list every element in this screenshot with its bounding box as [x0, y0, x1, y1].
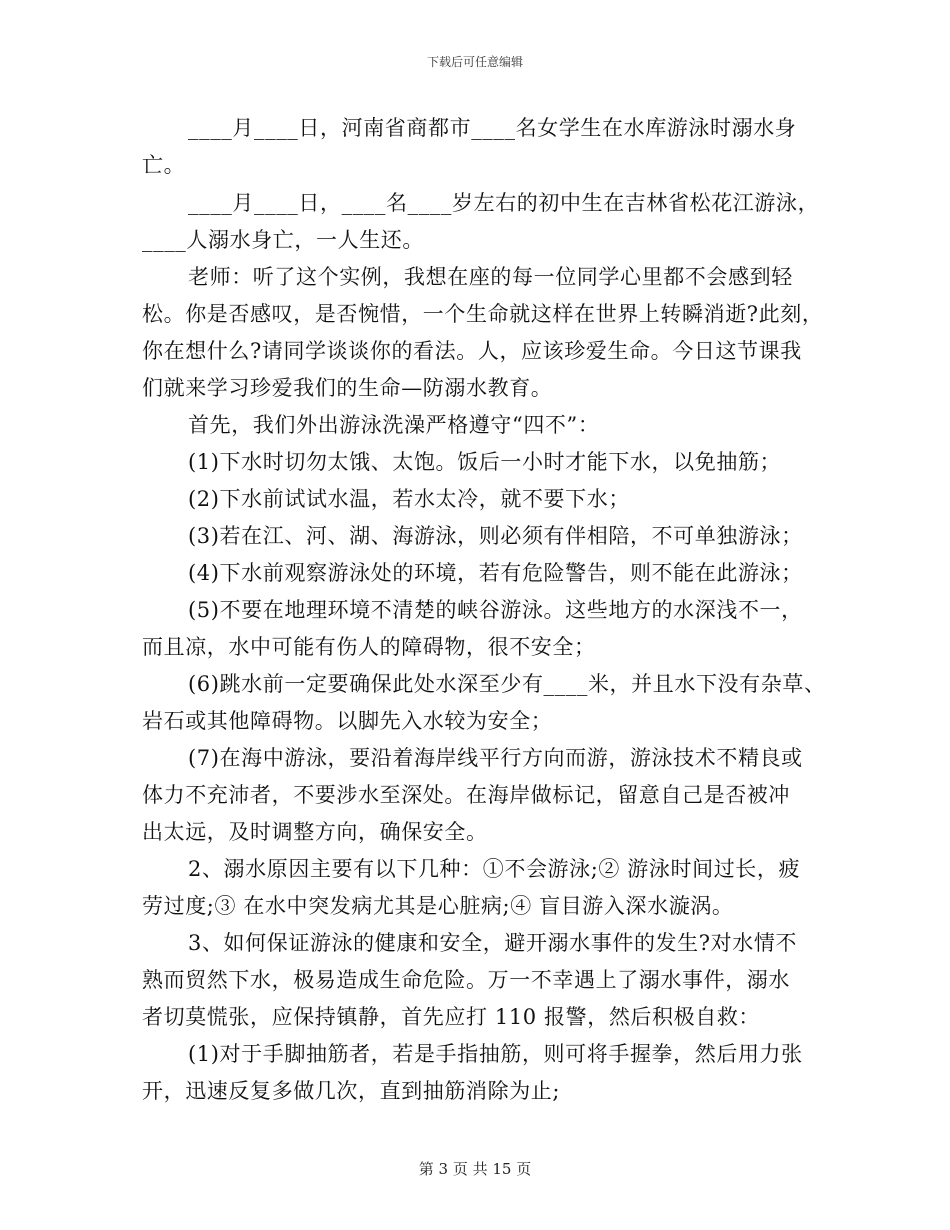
list-item-line: (3)若在江、河、湖、海游泳，则必须有伴相陪，不可单独游泳；: [188, 524, 803, 548]
paragraph-line: 者切莫慌张，应保持镇静，首先应打 110 报警，然后积极自救：: [142, 1005, 761, 1029]
list-item-line: 体力不充沛者，不要涉水至深处。在海岸做标记，留意自己是否被冲: [142, 783, 790, 807]
paragraph-line: 老师：听了这个实例，我想在座的每一位同学心里都不会感到轻: [188, 265, 793, 289]
list-item-line: (5)不要在地理环境不清楚的峡谷游泳。这些地方的水深浅不一，: [188, 598, 803, 622]
paragraph-line: 松。你是否感叹，是否惋惜，一个生命就这样在世界上转瞬消逝?此刻，: [142, 302, 824, 326]
page-header-note: 下载后可任意编辑: [426, 55, 523, 69]
list-item-line: (4)下水前观察游泳处的环境，若有危险警告，则不能在此游泳；: [188, 561, 803, 585]
paragraph-line: 首先，我们外出游泳洗澡严格遵守“四不”：: [188, 413, 600, 437]
paragraph-line: 亡。: [142, 153, 186, 177]
paragraph-line: 熟而贸然下水，极易造成生命危险。万一不幸遇上了溺水事件，溺水: [142, 968, 790, 992]
paragraph-line: 3、如何保证游泳的健康和安全，避开溺水事件的发生?对水情不: [188, 931, 798, 955]
paragraph-line: 劳过度;③ 在水中突发病尤其是心脏病;④ 盲目游入深水漩涡。: [142, 894, 734, 918]
list-item-line: 而且凉，水中可能有伤人的障碍物，很不安全；: [142, 635, 596, 659]
list-item-line: 岩石或其他障碍物。以脚先入水较为安全；: [142, 709, 553, 733]
paragraph-line: ____月____日，河南省商都市____名女学生在水库游泳时溺水身: [188, 116, 797, 140]
list-item-line: (6)跳水前一定要确保此处水深至少有____米，并且水下没有杂草、: [188, 672, 826, 696]
paragraph-line: ____人溺水身亡，一人生还。: [142, 228, 424, 252]
list-item-line: 出太远，及时调整方向，确保安全。: [142, 820, 488, 844]
list-item-line: (2)下水前试试水温，若水太冷，就不要下水；: [188, 487, 630, 511]
paragraph-line: ____月____日，____名____岁左右的初中生在吉林省松花江游泳，: [188, 191, 820, 215]
paragraph-line: 2、溺水原因主要有以下几种：①不会游泳;② 游泳时间过长，疲: [188, 857, 801, 881]
list-item-line: (7)在海中游泳，要沿着海岸线平行方向而游，游泳技术不精良或: [188, 746, 803, 770]
paragraph-line: 们就来学习珍爱我们的生命—防溺水教育。: [142, 376, 553, 400]
list-item-line: 开，迅速反复多做几次，直到抽筋消除为止;: [142, 1079, 561, 1103]
paragraph-line: 你在想什么?请同学谈谈你的看法。人，应该珍爱生命。今日这节课我: [142, 339, 802, 363]
page-number: 第 3 页 共 15 页: [418, 1160, 532, 1178]
list-item-line: (1)下水时切勿太饿、太饱。饭后一小时才能下水，以免抽筋；: [188, 450, 782, 474]
list-item-line: (1)对于手脚抽筋者，若是手指抽筋，则可将手握拳，然后用力张: [188, 1042, 803, 1066]
